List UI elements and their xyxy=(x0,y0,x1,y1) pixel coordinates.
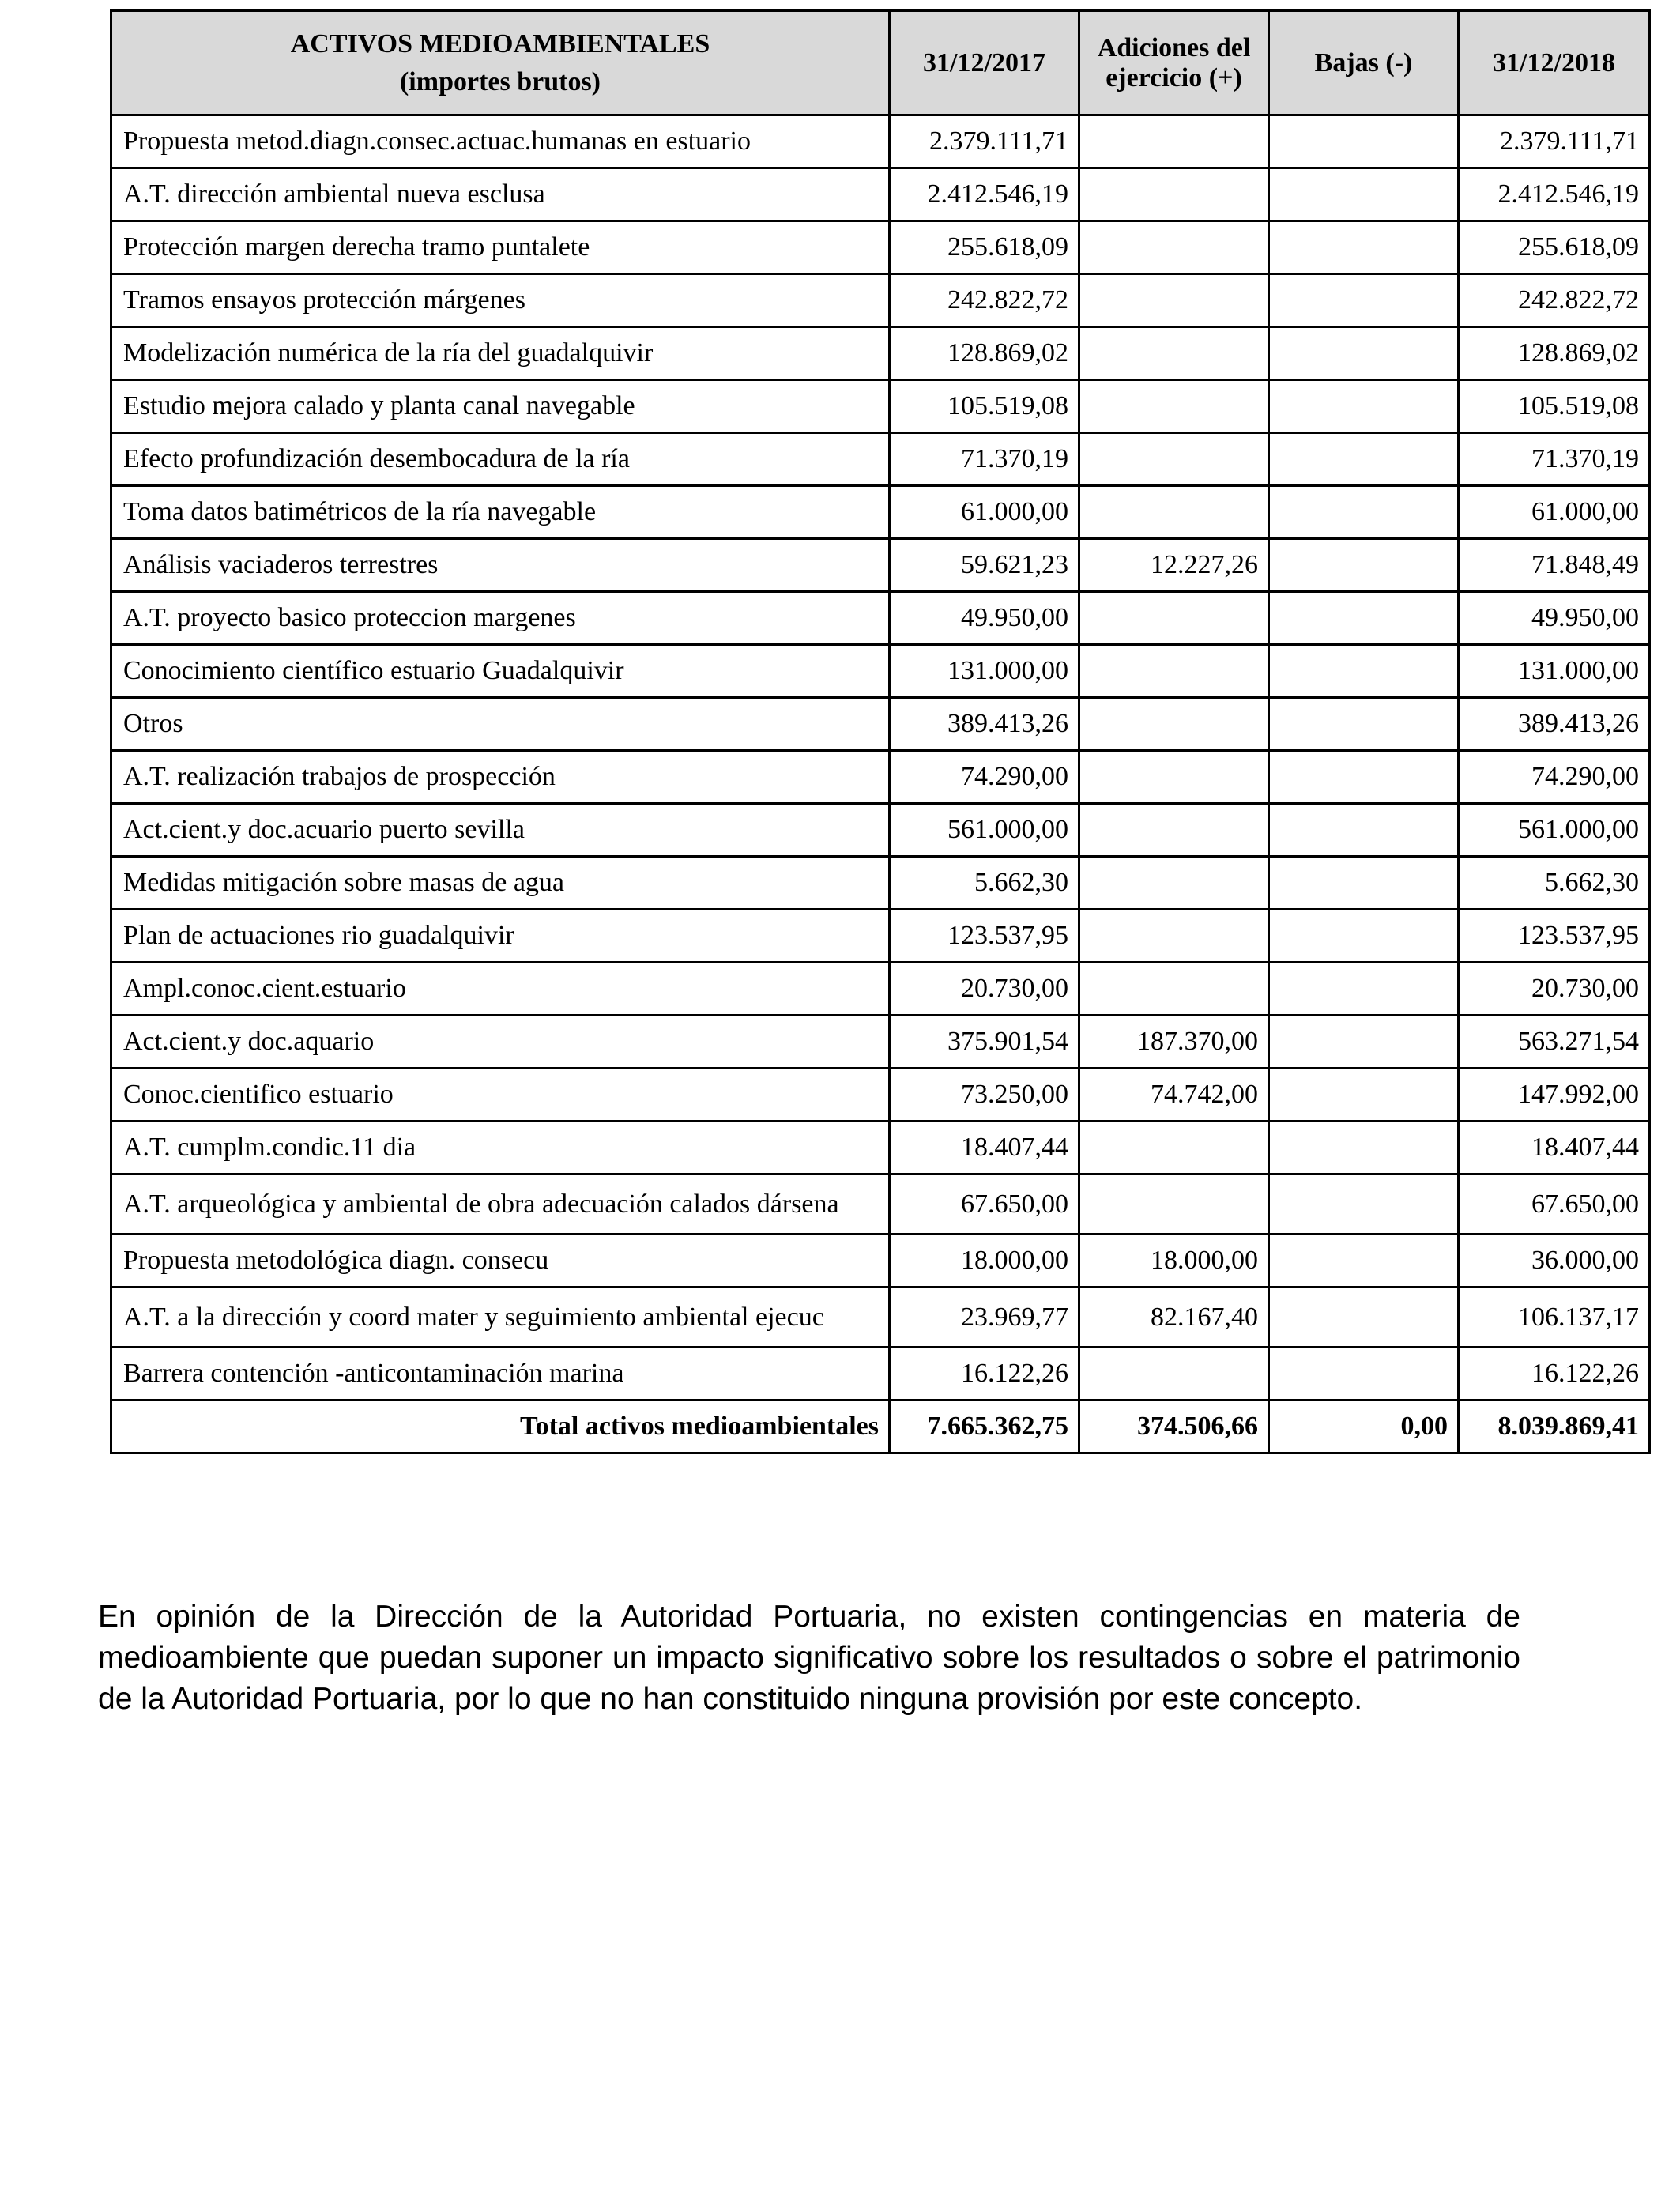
table-row xyxy=(111,1069,1650,1122)
row-value-additions: 82.167,40 xyxy=(1079,1287,1269,1348)
row-value-2017: 375.901,54 xyxy=(890,1016,1079,1069)
table-row xyxy=(111,433,1650,486)
row-value-disposals xyxy=(1269,115,1459,168)
row-value-disposals xyxy=(1269,486,1459,539)
total-2017: 7.665.362,75 xyxy=(890,1400,1079,1453)
table-row xyxy=(111,698,1650,751)
row-value-2017: 255.618,09 xyxy=(890,221,1079,274)
row-value-additions: 187.370,00 xyxy=(1079,1016,1269,1069)
row-value-2017: 5.662,30 xyxy=(890,857,1079,910)
row-value-2018: 67.650,00 xyxy=(1459,1174,1650,1235)
row-concept: A.T. realización trabajos de prospección xyxy=(111,751,890,804)
row-value-2017: 128.869,02 xyxy=(890,327,1079,380)
row-value-disposals xyxy=(1269,539,1459,592)
row-value-2018: 18.407,44 xyxy=(1459,1122,1650,1174)
row-value-disposals xyxy=(1269,433,1459,486)
row-value-additions xyxy=(1079,380,1269,433)
row-concept: Barrera contención -anticontaminación marina xyxy=(111,1348,890,1400)
table-row xyxy=(111,1016,1650,1069)
table-body xyxy=(111,115,1650,1400)
row-value-2017: 18.000,00 xyxy=(890,1235,1079,1287)
row-value-2018: 563.271,54 xyxy=(1459,1016,1650,1069)
row-concept: A.T. arqueológica y ambiental de obra adecuación calados dársena xyxy=(111,1174,890,1235)
row-value-additions xyxy=(1079,486,1269,539)
row-value-additions xyxy=(1079,433,1269,486)
row-value-2017: 123.537,95 xyxy=(890,910,1079,963)
row-value-additions: 74.742,00 xyxy=(1079,1069,1269,1122)
table-row xyxy=(111,168,1650,221)
row-value-disposals xyxy=(1269,168,1459,221)
row-concept: Act.cient.y doc.aquario xyxy=(111,1016,890,1069)
row-value-2018: 5.662,30 xyxy=(1459,857,1650,910)
row-concept: Tramos ensayos protección márgenes xyxy=(111,274,890,327)
total-row xyxy=(111,1400,1650,1453)
environmental-assets-table xyxy=(110,9,1651,1454)
row-value-2017: 61.000,00 xyxy=(890,486,1079,539)
table-footer xyxy=(111,1400,1650,1453)
row-value-2018: 242.822,72 xyxy=(1459,274,1650,327)
row-value-additions xyxy=(1079,804,1269,857)
row-value-2017: 2.379.111,71 xyxy=(890,115,1079,168)
row-value-additions xyxy=(1079,1122,1269,1174)
row-value-2018: 16.122,26 xyxy=(1459,1348,1650,1400)
header-2017: 31/12/2017 xyxy=(890,11,1079,115)
row-value-2017: 561.000,00 xyxy=(890,804,1079,857)
row-concept: A.T. cumplm.condic.11 dia xyxy=(111,1122,890,1174)
contingencies-note: En opinión de la Dirección de la Autoridad Portuaria, no existen contingencias en materia de medioambiente que puedan suponer un impacto significativo sobre los resultados o sobre el patrimonio de la Autoridad Portuaria, por lo que no han constituido ninguna provisión por este concepto. xyxy=(98,1600,1520,1716)
row-value-disposals xyxy=(1269,1069,1459,1122)
row-value-2017: 23.969,77 xyxy=(890,1287,1079,1348)
row-value-disposals xyxy=(1269,910,1459,963)
row-value-2018: 255.618,09 xyxy=(1459,221,1650,274)
row-value-2018: 105.519,08 xyxy=(1459,380,1650,433)
row-value-2017: 73.250,00 xyxy=(890,1069,1079,1122)
table-row xyxy=(111,910,1650,963)
row-concept: Conoc.cientifico estuario xyxy=(111,1069,890,1122)
row-concept: Toma datos batimétricos de la ría navegable xyxy=(111,486,890,539)
row-value-2018: 61.000,00 xyxy=(1459,486,1650,539)
row-value-additions xyxy=(1079,274,1269,327)
row-value-2017: 74.290,00 xyxy=(890,751,1079,804)
table-row xyxy=(111,963,1650,1016)
table-row xyxy=(111,221,1650,274)
row-value-disposals xyxy=(1269,751,1459,804)
row-value-disposals xyxy=(1269,1287,1459,1348)
row-concept: Plan de actuaciones rio guadalquivir xyxy=(111,910,890,963)
row-value-additions: 12.227,26 xyxy=(1079,539,1269,592)
row-concept: Propuesta metodológica diagn. consecu xyxy=(111,1235,890,1287)
table-row xyxy=(111,115,1650,168)
table-row xyxy=(111,1348,1650,1400)
row-value-additions xyxy=(1079,751,1269,804)
row-value-additions xyxy=(1079,168,1269,221)
row-value-disposals xyxy=(1269,1174,1459,1235)
table-row xyxy=(111,645,1650,698)
row-value-2018: 74.290,00 xyxy=(1459,751,1650,804)
table-row xyxy=(111,1174,1650,1235)
row-value-disposals xyxy=(1269,380,1459,433)
row-value-2018: 20.730,00 xyxy=(1459,963,1650,1016)
row-concept: Protección margen derecha tramo puntalete xyxy=(111,221,890,274)
row-concept: A.T. dirección ambiental nueva esclusa xyxy=(111,168,890,221)
row-value-2018: 123.537,95 xyxy=(1459,910,1650,963)
row-value-additions: 18.000,00 xyxy=(1079,1235,1269,1287)
row-value-2017: 242.822,72 xyxy=(890,274,1079,327)
total-disposals: 0,00 xyxy=(1269,1400,1459,1453)
row-value-2018: 389.413,26 xyxy=(1459,698,1650,751)
row-value-2017: 71.370,19 xyxy=(890,433,1079,486)
row-value-disposals xyxy=(1269,963,1459,1016)
row-value-2017: 59.621,23 xyxy=(890,539,1079,592)
header-additions-line1: Adiciones del xyxy=(1097,32,1251,62)
row-value-2018: 36.000,00 xyxy=(1459,1235,1650,1287)
row-value-additions xyxy=(1079,857,1269,910)
row-value-disposals xyxy=(1269,698,1459,751)
header-title: ACTIVOS MEDIOAMBIENTALES xyxy=(290,28,710,58)
row-value-2017: 2.412.546,19 xyxy=(890,168,1079,221)
header-row xyxy=(111,11,1650,115)
row-concept: A.T. proyecto basico proteccion margenes xyxy=(111,592,890,645)
table-row xyxy=(111,804,1650,857)
row-value-additions xyxy=(1079,698,1269,751)
header-disposals: Bajas (-) xyxy=(1269,11,1459,115)
row-value-2018: 71.370,19 xyxy=(1459,433,1650,486)
row-value-disposals xyxy=(1269,645,1459,698)
row-concept: Medidas mitigación sobre masas de agua xyxy=(111,857,890,910)
row-value-2017: 131.000,00 xyxy=(890,645,1079,698)
table-row xyxy=(111,592,1650,645)
row-value-disposals xyxy=(1269,1235,1459,1287)
row-value-disposals xyxy=(1269,1122,1459,1174)
row-value-2017: 18.407,44 xyxy=(890,1122,1079,1174)
row-value-2017: 16.122,26 xyxy=(890,1348,1079,1400)
row-value-disposals xyxy=(1269,274,1459,327)
row-value-additions xyxy=(1079,327,1269,380)
table-row xyxy=(111,857,1650,910)
row-value-2017: 389.413,26 xyxy=(890,698,1079,751)
table-row xyxy=(111,751,1650,804)
row-concept: Modelización numérica de la ría del guadalquivir xyxy=(111,327,890,380)
row-concept: Conocimiento científico estuario Guadalquivir xyxy=(111,645,890,698)
row-value-disposals xyxy=(1269,804,1459,857)
row-concept: Act.cient.y doc.acuario puerto sevilla xyxy=(111,804,890,857)
header-additions xyxy=(1079,11,1269,115)
row-value-2017: 20.730,00 xyxy=(890,963,1079,1016)
row-concept: Propuesta metod.diagn.consec.actuac.humanas en estuario xyxy=(111,115,890,168)
row-concept: Ampl.conoc.cient.estuario xyxy=(111,963,890,1016)
table-row xyxy=(111,327,1650,380)
row-value-disposals xyxy=(1269,1348,1459,1400)
row-value-2017: 105.519,08 xyxy=(890,380,1079,433)
row-value-additions xyxy=(1079,1348,1269,1400)
table-row xyxy=(111,1235,1650,1287)
header-additions-line2: ejercicio (+) xyxy=(1106,62,1242,92)
row-concept: Estudio mejora calado y planta canal navegable xyxy=(111,380,890,433)
table-row xyxy=(111,1122,1650,1174)
header-subtitle: (importes brutos) xyxy=(399,66,601,96)
row-value-2018: 49.950,00 xyxy=(1459,592,1650,645)
row-value-additions xyxy=(1079,645,1269,698)
row-concept: Efecto profundización desembocadura de la ría xyxy=(111,433,890,486)
row-value-2017: 49.950,00 xyxy=(890,592,1079,645)
row-value-2018: 71.848,49 xyxy=(1459,539,1650,592)
row-concept: A.T. a la dirección y coord mater y seguimiento ambiental ejecuc xyxy=(111,1287,890,1348)
row-value-additions xyxy=(1079,221,1269,274)
row-value-additions xyxy=(1079,1174,1269,1235)
row-value-additions xyxy=(1079,910,1269,963)
row-value-2018: 2.379.111,71 xyxy=(1459,115,1650,168)
header-2018: 31/12/2018 xyxy=(1459,11,1650,115)
total-2018: 8.039.869,41 xyxy=(1459,1400,1650,1453)
row-concept: Análisis vaciaderos terrestres xyxy=(111,539,890,592)
row-value-2018: 561.000,00 xyxy=(1459,804,1650,857)
row-value-additions xyxy=(1079,592,1269,645)
table-row xyxy=(111,1287,1650,1348)
row-value-2017: 67.650,00 xyxy=(890,1174,1079,1235)
row-value-disposals xyxy=(1269,327,1459,380)
table-header xyxy=(111,11,1650,115)
total-label: Total activos medioambientales xyxy=(111,1400,890,1453)
header-concept xyxy=(111,11,890,115)
row-value-disposals xyxy=(1269,857,1459,910)
table-row xyxy=(111,274,1650,327)
row-value-2018: 106.137,17 xyxy=(1459,1287,1650,1348)
row-value-disposals xyxy=(1269,221,1459,274)
table-row xyxy=(111,486,1650,539)
row-value-additions xyxy=(1079,963,1269,1016)
row-value-2018: 147.992,00 xyxy=(1459,1069,1650,1122)
total-additions: 374.506,66 xyxy=(1079,1400,1269,1453)
table-row xyxy=(111,380,1650,433)
row-value-2018: 2.412.546,19 xyxy=(1459,168,1650,221)
row-value-disposals xyxy=(1269,1016,1459,1069)
row-value-2018: 131.000,00 xyxy=(1459,645,1650,698)
row-value-additions xyxy=(1079,115,1269,168)
table-row xyxy=(111,539,1650,592)
row-value-disposals xyxy=(1269,592,1459,645)
row-value-2018: 128.869,02 xyxy=(1459,327,1650,380)
row-concept: Otros xyxy=(111,698,890,751)
